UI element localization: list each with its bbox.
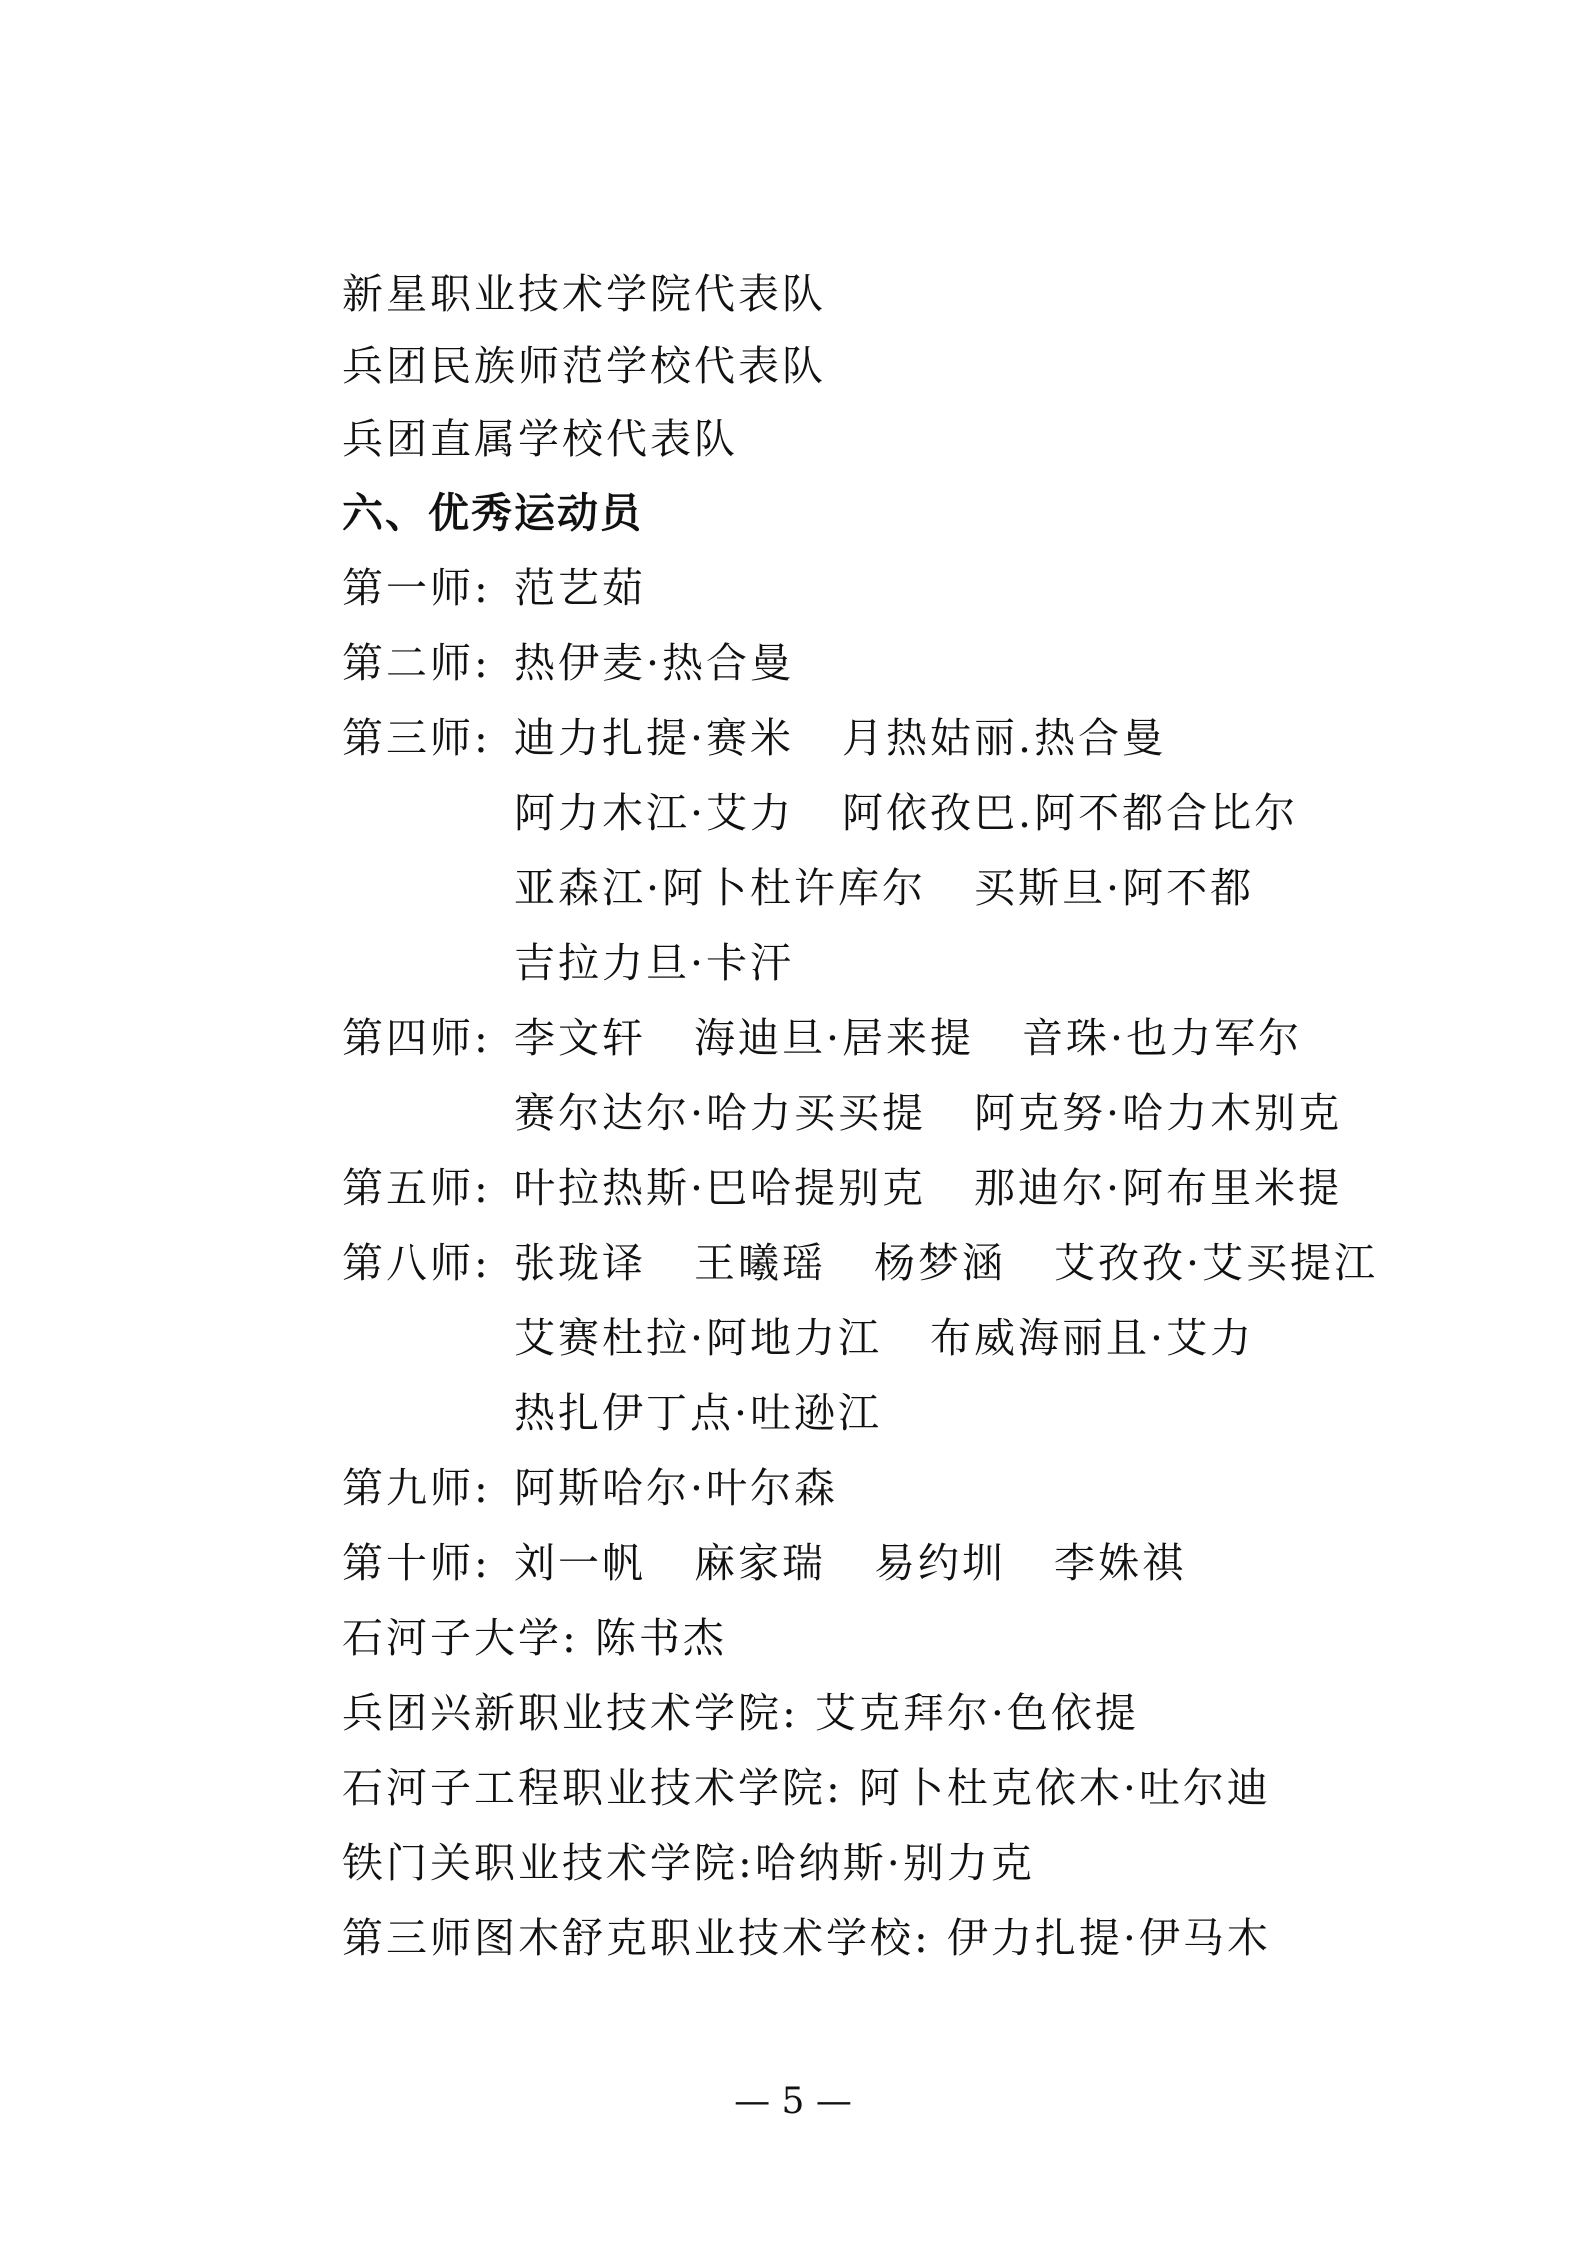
school-entry: 第三师图木舒克职业技术学校: 伊力扎提·伊马木 [342, 1914, 1271, 1962]
division-label: 第九师: [342, 1464, 491, 1512]
name-row [514, 1312, 1302, 1364]
name-row [514, 1387, 930, 1439]
athlete-name: 叶拉热斯·巴哈提别克 [514, 1164, 927, 1212]
division-entry [342, 1537, 1186, 1589]
team-line: 兵团直属学校代表队 [342, 415, 738, 463]
name-row [514, 937, 842, 989]
name-row [514, 637, 842, 689]
name-row [514, 562, 694, 614]
athlete-name: 杨梦涵 [874, 1239, 1006, 1287]
name-row [514, 1537, 1234, 1589]
division-entry [342, 712, 1167, 764]
school-entry: 石河子大学: 陈书杰 [342, 1614, 727, 1662]
athlete-name: 阿依孜巴.阿不都合比尔 [842, 789, 1299, 837]
name-row [514, 712, 1214, 764]
athlete-name: 范艺茹 [514, 564, 646, 612]
athlete-name: 刘一帆 [514, 1539, 646, 1587]
athlete-name: 易约圳 [874, 1539, 1006, 1587]
division-entry [342, 637, 795, 689]
division-entry [342, 1462, 839, 1514]
name-row [514, 1012, 1350, 1064]
school-entry: 石河子工程职业技术学院: 阿卜杜克依木·吐尔迪 [342, 1764, 1271, 1812]
athlete-name: 麻家瑞 [694, 1539, 826, 1587]
athlete-name: 买斯旦·阿不都 [974, 864, 1255, 912]
athlete-name: 热扎伊丁点·吐逊江 [514, 1389, 883, 1437]
division-entry [342, 1012, 1303, 1064]
name-row [514, 1462, 886, 1514]
athlete-name: 那迪尔·阿布里米提 [974, 1164, 1343, 1212]
division-label: 第四师: [342, 1014, 491, 1062]
division-label: 第一师: [342, 564, 491, 612]
team-line: 兵团民族师范学校代表队 [342, 342, 826, 390]
athlete-name: 阿力木江·艾力 [514, 789, 795, 837]
division-label: 第二师: [342, 639, 491, 687]
athlete-name: 月热姑丽.热合曼 [842, 714, 1167, 762]
team-line: 新星职业技术学院代表队 [342, 270, 826, 318]
division-label: 第三师: [342, 714, 491, 762]
athlete-name: 王曦瑶 [694, 1239, 826, 1287]
school-entry: 兵团兴新职业技术学院: 艾克拜尔·色依提 [342, 1689, 1139, 1737]
section-heading: 六、优秀运动员 [342, 489, 643, 537]
athlete-name: 艾孜孜·艾买提江 [1054, 1239, 1379, 1287]
athlete-name: 李文轩 [514, 1014, 646, 1062]
name-row [514, 1162, 1390, 1214]
school-entry: 铁门关职业技术学院:哈纳斯·别力克 [342, 1839, 1035, 1887]
name-row [514, 787, 1346, 839]
division-label: 第十师: [342, 1539, 491, 1587]
division-label: 第八师: [342, 1239, 491, 1287]
athlete-name: 吉拉力旦·卡汗 [514, 939, 795, 987]
athlete-name: 阿克努·哈力木别克 [974, 1089, 1343, 1137]
division-entry [342, 562, 646, 614]
division-label: 第五师: [342, 1164, 491, 1212]
athlete-name: 亚森江·阿卜杜许库尔 [514, 864, 927, 912]
division-entry [342, 1237, 1379, 1289]
athlete-name: 艾赛杜拉·阿地力江 [514, 1314, 883, 1362]
name-row [514, 1087, 1390, 1139]
athlete-name: 阿斯哈尔·叶尔森 [514, 1464, 839, 1512]
name-row [514, 1237, 1426, 1289]
athlete-name: 热伊麦·热合曼 [514, 639, 795, 687]
athlete-name: 海迪旦·居来提 [694, 1014, 975, 1062]
athlete-name: 音珠·也力军尔 [1022, 1014, 1303, 1062]
athlete-name: 布威海丽且·艾力 [930, 1314, 1255, 1362]
athlete-name: 迪力扎提·赛米 [514, 714, 795, 762]
athlete-name: 张珑译 [514, 1239, 646, 1287]
page-number: — 5 — [734, 2081, 852, 2122]
name-row [514, 862, 1302, 914]
division-entry [342, 1162, 1343, 1214]
athlete-name: 赛尔达尔·哈力买买提 [514, 1089, 927, 1137]
athlete-name: 李姝祺 [1054, 1539, 1186, 1587]
